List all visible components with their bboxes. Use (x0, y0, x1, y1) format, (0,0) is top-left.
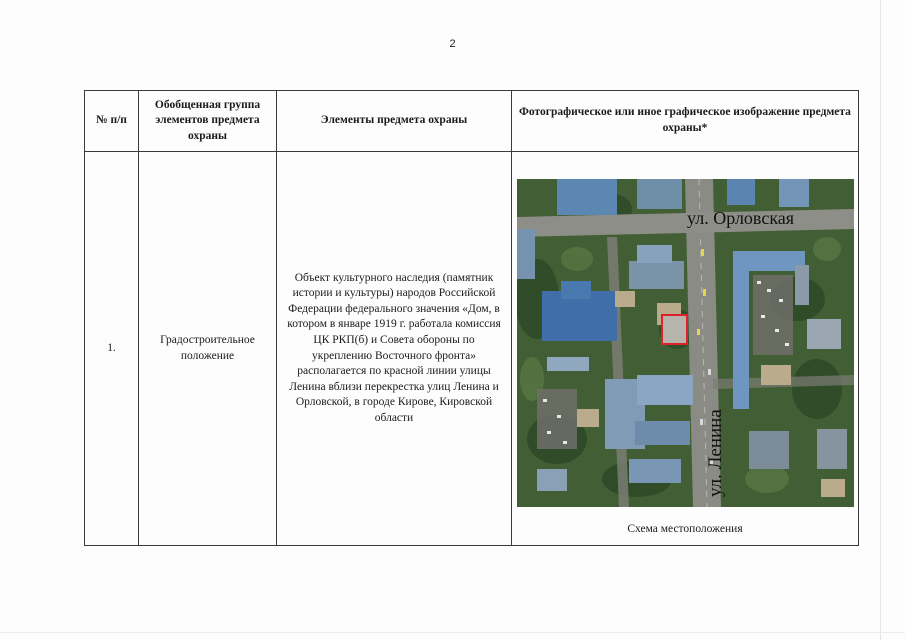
aerial-photo-svg (517, 179, 854, 507)
page-number: 2 (449, 38, 456, 50)
row-elements-description: Объект культурного наследия (памятник истории и культуры) народов Российской Федерации федерального значения «Дом, в котором в январе 1919 г. работала комиссия ЦК РКП(б) и Совета обороны по укреплению Восточного фронта» располагается по красной линии улицы Ленина вблизи перекрестка улиц Ленина и Орловской, в городе Кирове, Кировской области (277, 152, 512, 546)
row-group: Градостроительное положение (139, 152, 277, 546)
header-group: Обобщенная группа элементов предмета охраны (139, 91, 277, 152)
header-image: Фотографическое или иное графическое изображение предмета охраны* (512, 91, 859, 152)
table-header-row (85, 91, 859, 152)
scan-bottom-line (0, 632, 905, 633)
header-number: № п/п (85, 91, 139, 152)
highlighted-object (662, 315, 687, 344)
street-label-orlovskaya: ул. Орловская (686, 208, 794, 228)
header-elements: Элементы предмета охраны (277, 91, 512, 152)
row-image-cell (512, 152, 859, 546)
table-row (85, 152, 859, 546)
scan-edge-line (880, 0, 881, 640)
row-number: 1. (85, 152, 139, 546)
street-label-lenina: ул. Ленина (704, 409, 726, 497)
aerial-location-map (517, 179, 854, 507)
protection-subject-table (84, 90, 859, 546)
map-caption: Схема местоположения (627, 523, 743, 535)
